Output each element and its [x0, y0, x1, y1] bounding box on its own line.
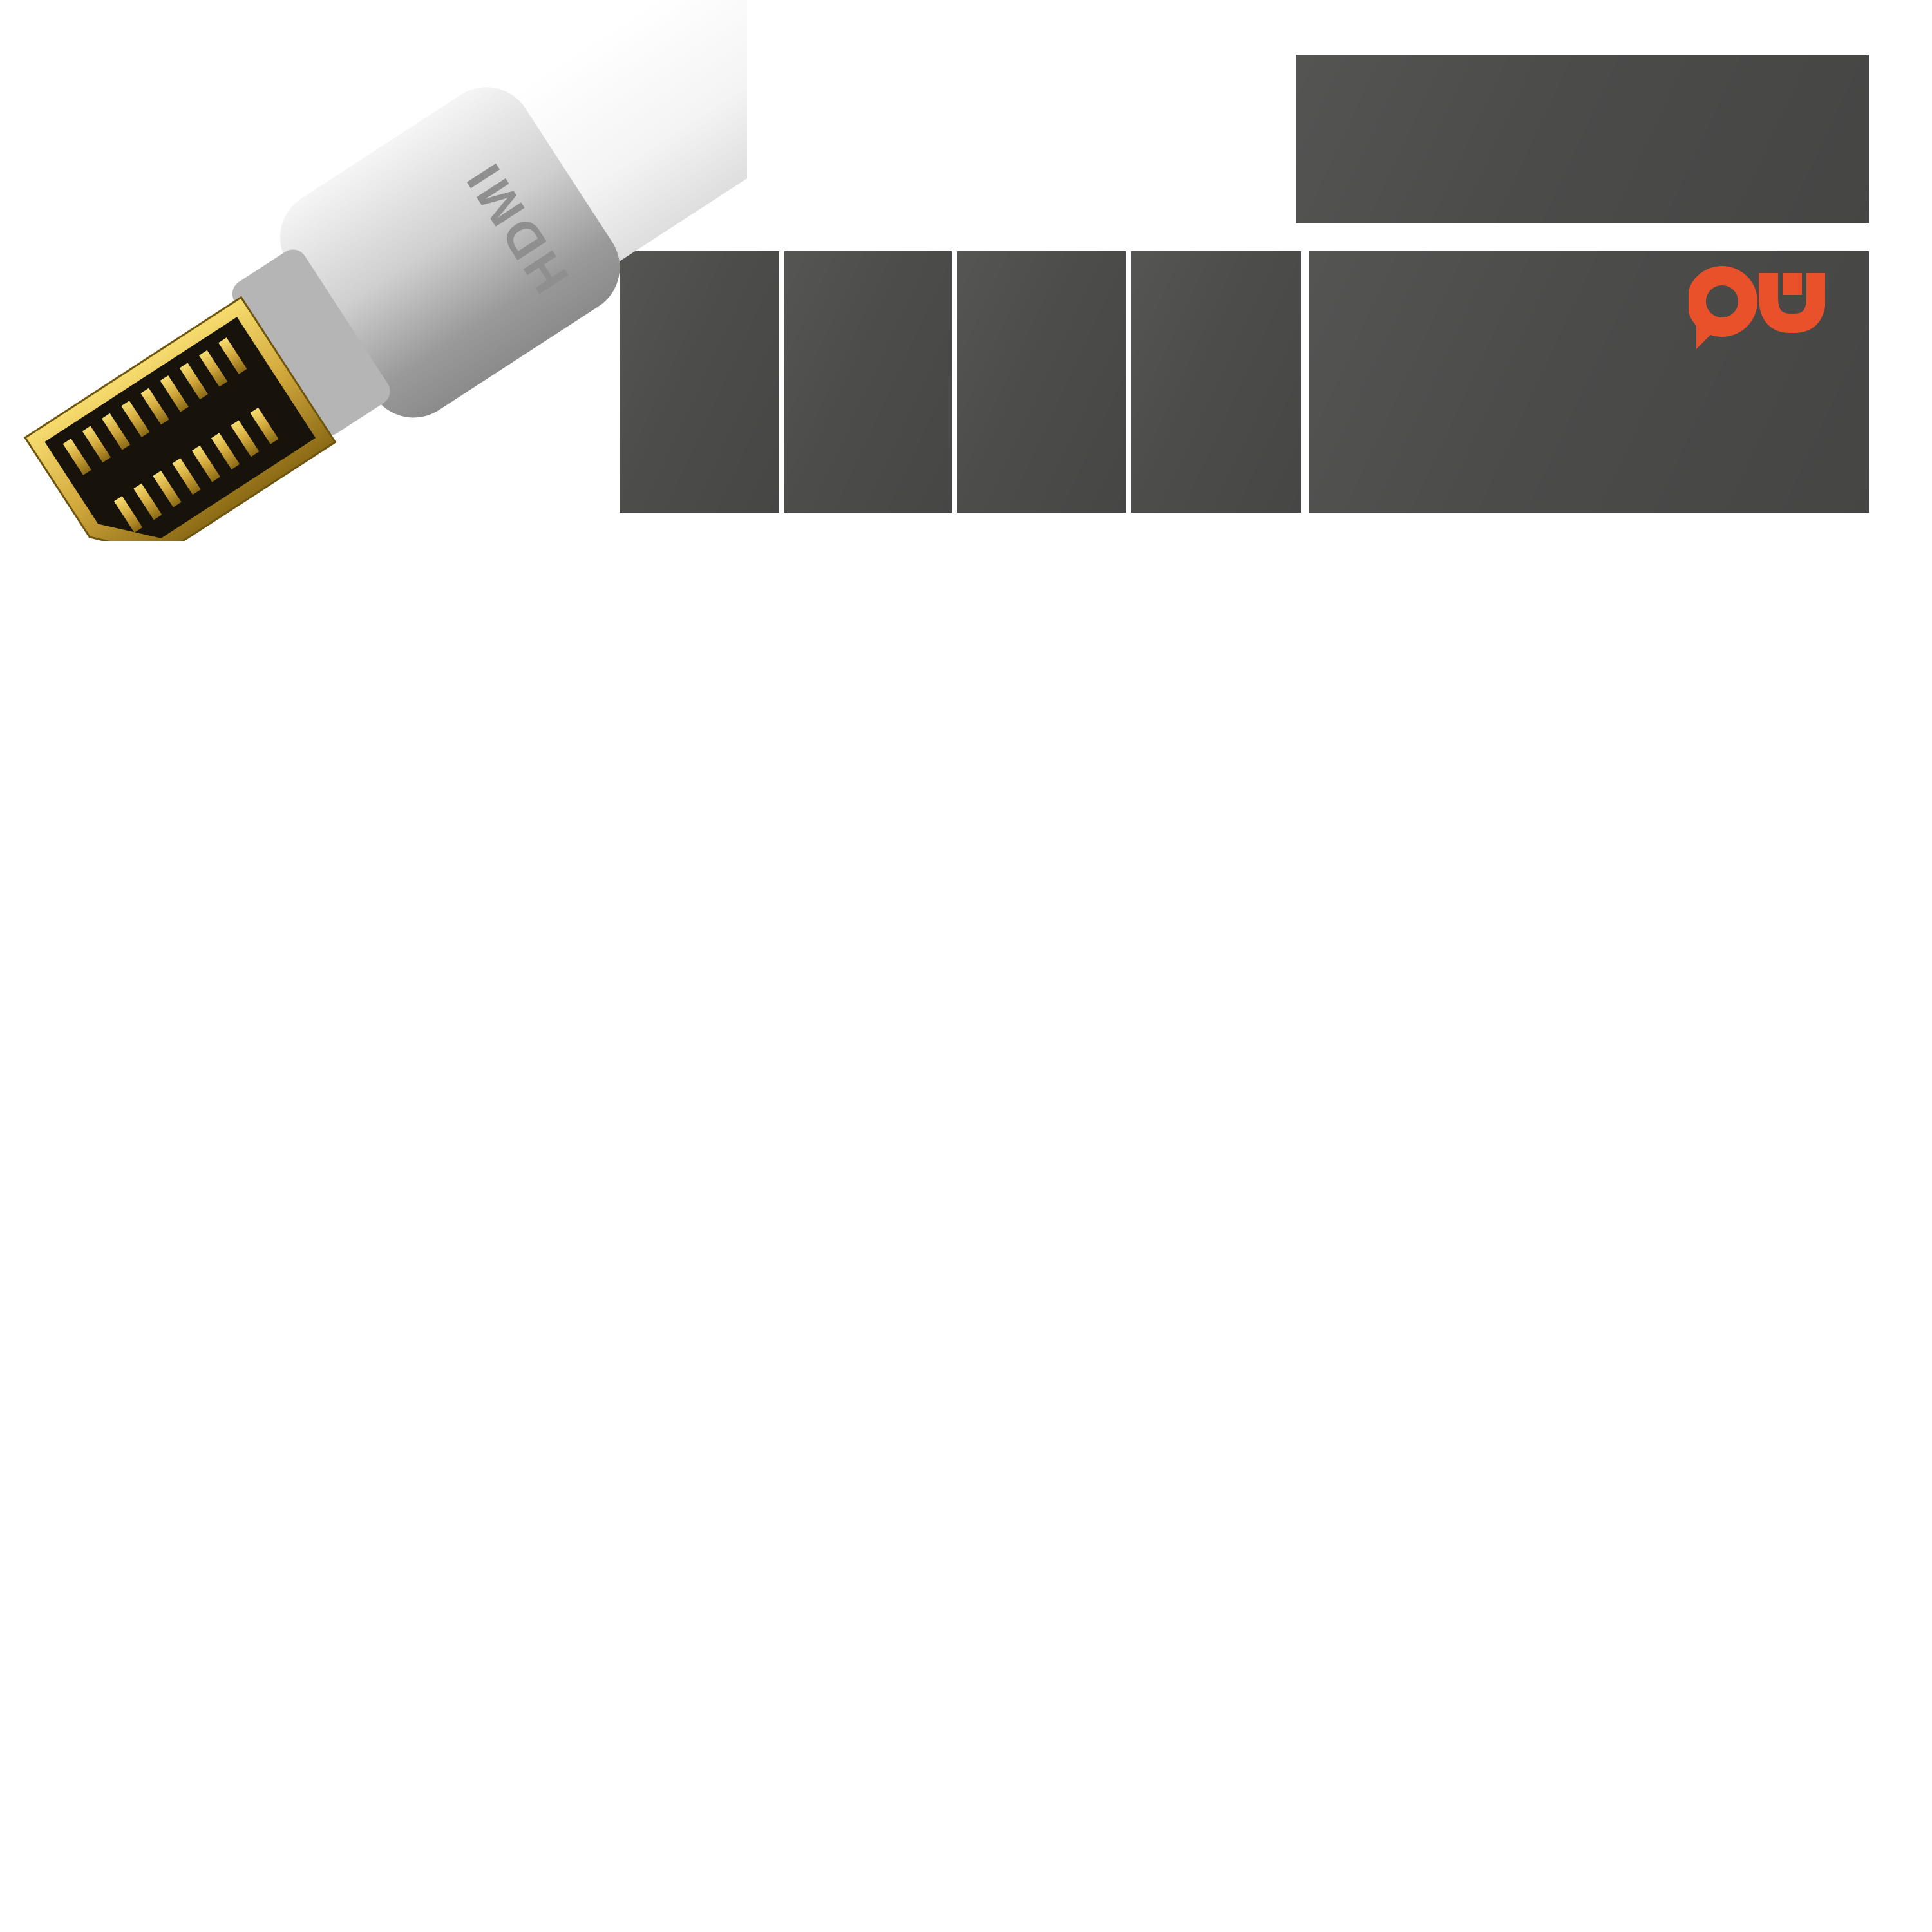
capability-matrix	[55, 520, 1869, 1880]
hdmi-engraving: HDMI	[453, 151, 580, 303]
column-header-hdmi-1_3	[957, 251, 1126, 513]
brand-logo-box	[1296, 55, 1869, 223]
premium-info-panel	[1309, 251, 1869, 513]
hdmi-cable-photo	[0, 0, 747, 541]
column-header-hdmi-1_2	[784, 251, 952, 513]
pw-monogram-icon	[1689, 264, 1825, 362]
premium-divider-line	[1301, 251, 1309, 1880]
column-header-hdmi-2_0	[1131, 251, 1301, 513]
orange-rule	[1710, 375, 1803, 384]
